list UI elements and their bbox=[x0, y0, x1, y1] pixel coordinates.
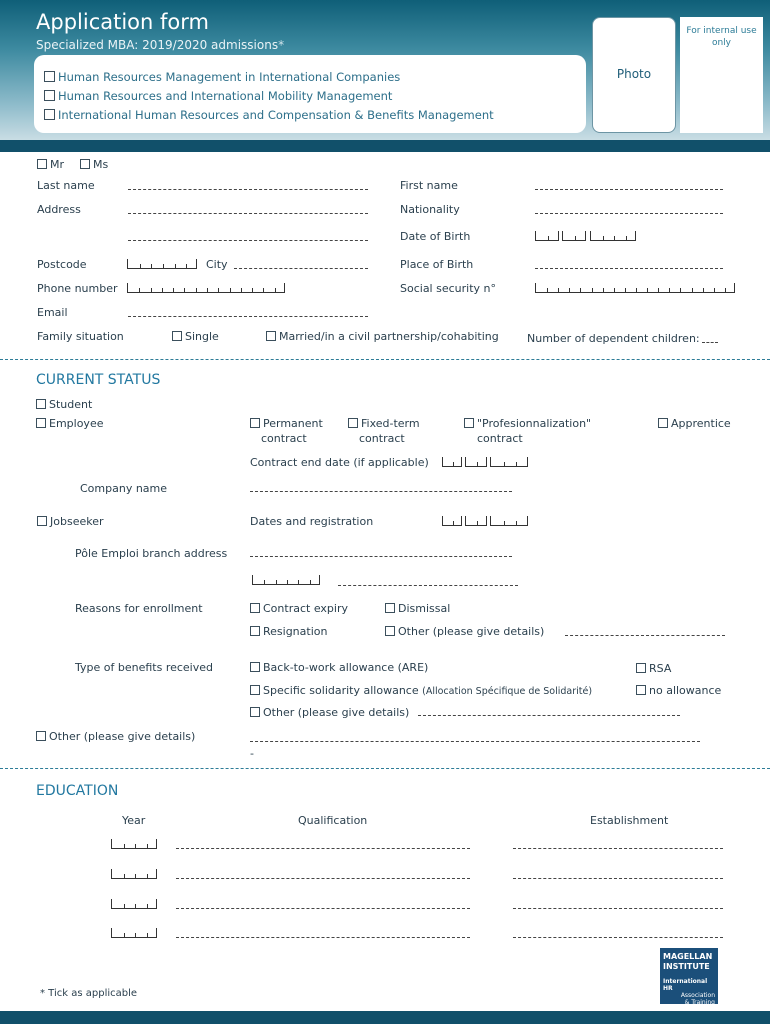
digit-divider bbox=[504, 521, 505, 525]
digit-divider bbox=[275, 288, 276, 292]
checkbox[interactable] bbox=[636, 663, 646, 673]
city-label: City bbox=[206, 258, 228, 271]
pole-emploi-city-field[interactable] bbox=[338, 585, 518, 586]
social-security-field[interactable] bbox=[535, 283, 735, 293]
digit-divider bbox=[186, 264, 187, 268]
contract-expiry-option[interactable]: Contract expiry bbox=[250, 602, 348, 615]
education-qualification-2[interactable] bbox=[176, 878, 470, 879]
digit-divider bbox=[196, 288, 197, 292]
footnote: * Tick as applicable bbox=[40, 988, 138, 999]
pole-emploi-label: Pôle Emploi branch address bbox=[75, 547, 228, 560]
footer-band bbox=[0, 1011, 770, 1024]
are-option[interactable]: Back-to-work allowance (ARE) bbox=[250, 661, 428, 674]
digit-divider bbox=[603, 288, 604, 292]
education-establishment-4[interactable] bbox=[513, 937, 723, 938]
address-label: Address bbox=[37, 203, 81, 216]
no-allowance-option[interactable]: no allowance bbox=[636, 684, 721, 697]
contract-end-label: Contract end date (if applicable) bbox=[250, 456, 429, 469]
first-name-field[interactable] bbox=[535, 189, 723, 190]
status-other-option[interactable]: Other (please give details) bbox=[36, 730, 195, 743]
contract-end-year[interactable] bbox=[490, 457, 528, 467]
phone-field[interactable] bbox=[127, 283, 285, 293]
dependent-children-label: Number of dependent children: bbox=[527, 332, 700, 345]
rsa-option[interactable]: RSA bbox=[636, 662, 671, 675]
section-separator bbox=[0, 359, 770, 360]
program-option-2[interactable]: Human Resources and International Mobility Management bbox=[44, 89, 392, 103]
first-name-label: First name bbox=[400, 179, 458, 192]
checkbox[interactable] bbox=[266, 331, 276, 341]
last-name-label: Last name bbox=[37, 179, 95, 192]
digit-divider bbox=[614, 288, 615, 292]
pole-emploi-address-field[interactable] bbox=[250, 556, 512, 557]
email-label: Email bbox=[37, 306, 68, 319]
digit-divider bbox=[140, 264, 141, 268]
digit-divider bbox=[625, 288, 626, 292]
digit-divider bbox=[147, 933, 148, 937]
digit-divider bbox=[218, 288, 219, 292]
checkbox[interactable] bbox=[250, 707, 260, 717]
digit-divider bbox=[124, 844, 125, 848]
registration-month[interactable] bbox=[465, 516, 487, 526]
form-title: Application form bbox=[36, 10, 209, 34]
email-field[interactable] bbox=[128, 316, 368, 317]
checkbox[interactable] bbox=[37, 159, 47, 169]
digit-divider bbox=[124, 933, 125, 937]
digit-divider bbox=[626, 236, 627, 240]
digit-divider bbox=[135, 904, 136, 908]
reason-other-option[interactable]: Other (please give details) bbox=[385, 625, 544, 638]
digit-divider bbox=[263, 288, 264, 292]
checkbox[interactable] bbox=[36, 418, 46, 428]
header-band bbox=[0, 140, 770, 152]
education-year-3[interactable] bbox=[111, 899, 157, 909]
checkbox[interactable] bbox=[44, 109, 55, 120]
postcode-field[interactable] bbox=[127, 259, 197, 269]
digit-divider bbox=[175, 264, 176, 268]
social-security-label: Social security n° bbox=[400, 282, 496, 295]
digit-divider bbox=[558, 288, 559, 292]
checkbox[interactable] bbox=[250, 685, 260, 695]
digit-divider bbox=[287, 580, 288, 584]
education-year-4[interactable] bbox=[111, 928, 157, 938]
pole-emploi-postcode-field[interactable] bbox=[252, 575, 320, 585]
dates-registration-label: Dates and registration bbox=[250, 515, 374, 528]
company-name-label: Company name bbox=[80, 482, 168, 495]
establishment-column-header: Establishment bbox=[590, 814, 669, 827]
checkbox[interactable] bbox=[385, 626, 395, 636]
education-establishment-1[interactable] bbox=[513, 848, 723, 849]
registration-year[interactable] bbox=[490, 516, 528, 526]
reason-other-field[interactable] bbox=[565, 635, 725, 636]
digit-divider bbox=[135, 844, 136, 848]
digit-divider bbox=[658, 288, 659, 292]
digit-divider bbox=[139, 288, 140, 292]
checkbox[interactable] bbox=[36, 399, 46, 409]
digit-divider bbox=[703, 288, 704, 292]
education-establishment-2[interactable] bbox=[513, 878, 723, 879]
digit-divider bbox=[477, 462, 478, 466]
digit-divider bbox=[592, 288, 593, 292]
contract-end-month[interactable] bbox=[465, 457, 487, 467]
digit-divider bbox=[477, 521, 478, 525]
checkbox[interactable] bbox=[36, 731, 46, 741]
checkbox[interactable] bbox=[636, 685, 646, 695]
benefits-other-field[interactable] bbox=[418, 715, 680, 716]
dismissal-option[interactable]: Dismissal bbox=[385, 602, 450, 615]
photo-label: Photo bbox=[616, 67, 652, 81]
education-establishment-3[interactable] bbox=[513, 908, 723, 909]
digit-divider bbox=[162, 288, 163, 292]
digit-divider bbox=[151, 264, 152, 268]
magellan-logo: MAGELLAN INSTITUTE International HR Association & Training bbox=[660, 948, 718, 1004]
digit-divider bbox=[504, 462, 505, 466]
benefits-other-option[interactable]: Other (please give details) bbox=[250, 706, 409, 719]
professionalization-contract-option[interactable]: "Profesionnalization" contract bbox=[464, 416, 591, 446]
apprentice-option[interactable]: Apprentice bbox=[658, 416, 731, 431]
digit-divider bbox=[636, 288, 637, 292]
checkbox[interactable] bbox=[172, 331, 182, 341]
digit-divider bbox=[310, 580, 311, 584]
digit-divider bbox=[547, 288, 548, 292]
digit-divider bbox=[714, 288, 715, 292]
jobseeker-option[interactable]: Jobseeker bbox=[37, 515, 104, 528]
title-ms[interactable]: Ms bbox=[80, 158, 108, 171]
education-qualification-3[interactable] bbox=[176, 908, 470, 909]
dob-day[interactable] bbox=[535, 231, 559, 241]
digit-divider bbox=[147, 844, 148, 848]
form-subtitle: Specialized MBA: 2019/2020 admissions* bbox=[36, 38, 285, 52]
resignation-option[interactable]: Resignation bbox=[250, 625, 327, 638]
digit-divider bbox=[516, 521, 517, 525]
digit-divider bbox=[135, 933, 136, 937]
digit-divider bbox=[453, 462, 454, 466]
year-column-header: Year bbox=[122, 814, 146, 827]
digit-divider bbox=[207, 288, 208, 292]
checkbox[interactable] bbox=[44, 90, 55, 101]
digit-divider bbox=[298, 580, 299, 584]
digit-divider bbox=[516, 462, 517, 466]
company-name-field[interactable] bbox=[250, 491, 512, 492]
married-option[interactable]: Married/in a civil partnership/cohabiting bbox=[266, 330, 499, 343]
digit-divider bbox=[241, 288, 242, 292]
reasons-label: Reasons for enrollment bbox=[75, 602, 203, 615]
dependent-children-field[interactable] bbox=[702, 342, 718, 343]
nationality-label: Nationality bbox=[400, 203, 460, 216]
single-option[interactable]: Single bbox=[172, 330, 219, 343]
education-year-1[interactable] bbox=[111, 839, 157, 849]
registration-day[interactable] bbox=[442, 516, 462, 526]
city-field[interactable] bbox=[234, 268, 368, 269]
digit-divider bbox=[569, 288, 570, 292]
education-heading: EDUCATION bbox=[36, 783, 119, 799]
digit-divider bbox=[647, 288, 648, 292]
section-separator bbox=[0, 768, 770, 769]
dob-month[interactable] bbox=[562, 231, 586, 241]
postcode-label: Postcode bbox=[37, 258, 87, 271]
phone-label: Phone number bbox=[37, 282, 118, 295]
checkbox[interactable] bbox=[44, 71, 55, 82]
checkbox[interactable] bbox=[80, 159, 90, 169]
checkbox[interactable] bbox=[250, 662, 260, 672]
digit-divider bbox=[692, 288, 693, 292]
qualification-column-header: Qualification bbox=[298, 814, 368, 827]
date-of-birth-label: Date of Birth bbox=[400, 230, 471, 243]
checkbox[interactable] bbox=[348, 418, 358, 428]
education-qualification-4[interactable] bbox=[176, 937, 470, 938]
digit-divider bbox=[580, 288, 581, 292]
digit-divider bbox=[124, 904, 125, 908]
digit-divider bbox=[163, 264, 164, 268]
digit-divider bbox=[124, 874, 125, 878]
digit-divider bbox=[548, 236, 549, 240]
status-other-trailing-dash: - bbox=[250, 747, 254, 760]
digit-divider bbox=[264, 580, 265, 584]
digit-divider bbox=[669, 288, 670, 292]
program-option-3[interactable]: International Human Resources and Compensation & Benefits Management bbox=[44, 108, 494, 122]
address-field-1[interactable] bbox=[128, 213, 368, 214]
address-field-2[interactable] bbox=[128, 240, 368, 241]
digit-divider bbox=[184, 288, 185, 292]
digit-divider bbox=[173, 288, 174, 292]
place-of-birth-field[interactable] bbox=[535, 268, 723, 269]
employee-option[interactable]: Employee bbox=[36, 417, 103, 430]
education-qualification-1[interactable] bbox=[176, 848, 470, 849]
digit-divider bbox=[230, 288, 231, 292]
internal-use-label: For internal use only bbox=[686, 26, 757, 48]
title-mr[interactable]: Mr bbox=[37, 158, 64, 171]
permanent-contract-option[interactable]: Permanent contract bbox=[250, 416, 323, 446]
digit-divider bbox=[252, 288, 253, 292]
digit-divider bbox=[680, 288, 681, 292]
digit-divider bbox=[614, 236, 615, 240]
checkbox[interactable] bbox=[250, 418, 260, 428]
status-other-field[interactable] bbox=[250, 741, 700, 742]
digit-divider bbox=[151, 288, 152, 292]
digit-divider bbox=[453, 521, 454, 525]
benefits-label: Type of benefits received bbox=[75, 661, 213, 674]
digit-divider bbox=[725, 288, 726, 292]
specific-solidarity-option[interactable]: Specific solidarity allowance (Allocation Spécifique de Solidarité) bbox=[250, 684, 592, 697]
education-year-2[interactable] bbox=[111, 869, 157, 879]
checkbox[interactable] bbox=[250, 626, 260, 636]
dob-year[interactable] bbox=[590, 231, 636, 241]
contract-end-day[interactable] bbox=[442, 457, 462, 467]
digit-divider bbox=[147, 874, 148, 878]
nationality-field[interactable] bbox=[535, 213, 723, 214]
checkbox[interactable] bbox=[464, 418, 474, 428]
digit-divider bbox=[135, 874, 136, 878]
fixed-term-contract-option[interactable]: Fixed-term contract bbox=[348, 416, 420, 446]
checkbox[interactable] bbox=[250, 603, 260, 613]
student-option[interactable]: Student bbox=[36, 398, 92, 411]
checkbox[interactable] bbox=[37, 516, 47, 526]
digit-divider bbox=[575, 236, 576, 240]
current-status-heading: CURRENT STATUS bbox=[36, 372, 161, 388]
place-of-birth-label: Place of Birth bbox=[400, 258, 474, 271]
checkbox[interactable] bbox=[658, 418, 668, 428]
digit-divider bbox=[147, 904, 148, 908]
checkbox[interactable] bbox=[385, 603, 395, 613]
digit-divider bbox=[276, 580, 277, 584]
family-situation-label: Family situation bbox=[37, 330, 124, 343]
program-option-1[interactable]: Human Resources Management in International Companies bbox=[44, 70, 400, 84]
digit-divider bbox=[603, 236, 604, 240]
last-name-field[interactable] bbox=[128, 189, 368, 190]
